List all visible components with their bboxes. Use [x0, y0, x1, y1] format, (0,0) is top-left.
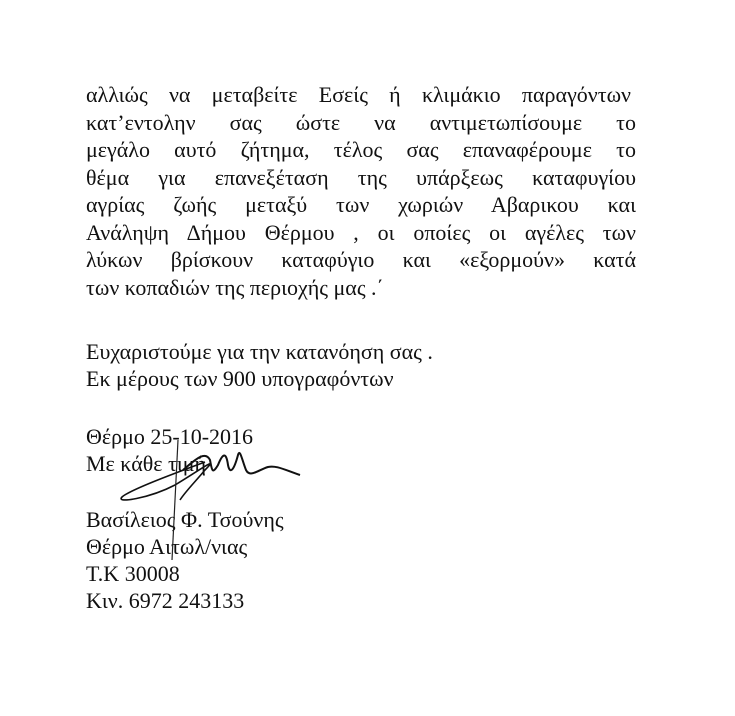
paragraph-line: των κοπαδιών της περιοχής μας .΄: [86, 275, 384, 300]
paragraph-line: λύκων βρίσκουν καταφύγιο και «εξορμούν» κατά: [86, 247, 636, 272]
closing: Με κάθε τιμή: [86, 451, 207, 476]
signer-postal-code: Τ.Κ 30008: [86, 561, 180, 586]
paragraph-line: αγρίας ζωής μεταξύ των χωριών Αβαρικου και: [86, 192, 636, 217]
paragraph-line: Ανάληψη Δήμου Θέρμου , οι οποίες οι αγέλες των: [86, 220, 636, 245]
signer-address: Θέρμο Αιτωλ/νιας: [86, 534, 248, 559]
paragraph-line: κατ’εντολην σας ώστε να αντιμετωπίσουμε το: [86, 110, 636, 135]
place-date: Θέρμο 25-10-2016: [86, 424, 254, 449]
signer-name: Βασίλειος Φ. Τσούνης: [86, 507, 284, 532]
paragraph-line: θέμα για επανεξέταση της υπάρξεως καταφυγίου: [86, 165, 636, 190]
paragraph-line: αλλιώς να μεταβείτε Εσείς ή κλιμάκιο παραγόντων: [86, 82, 631, 107]
signer-mobile: Κιν. 6972 243133: [86, 588, 245, 613]
thanks-line: Ευχαριστούμε για την κατανόηση σας .: [86, 339, 433, 364]
on-behalf-line: Εκ μέρους των 900 υπογραφόντων: [86, 366, 394, 391]
paragraph-line: μεγάλο αυτό ζήτημα, τέλος σας επαναφέρουμε το: [86, 137, 636, 162]
